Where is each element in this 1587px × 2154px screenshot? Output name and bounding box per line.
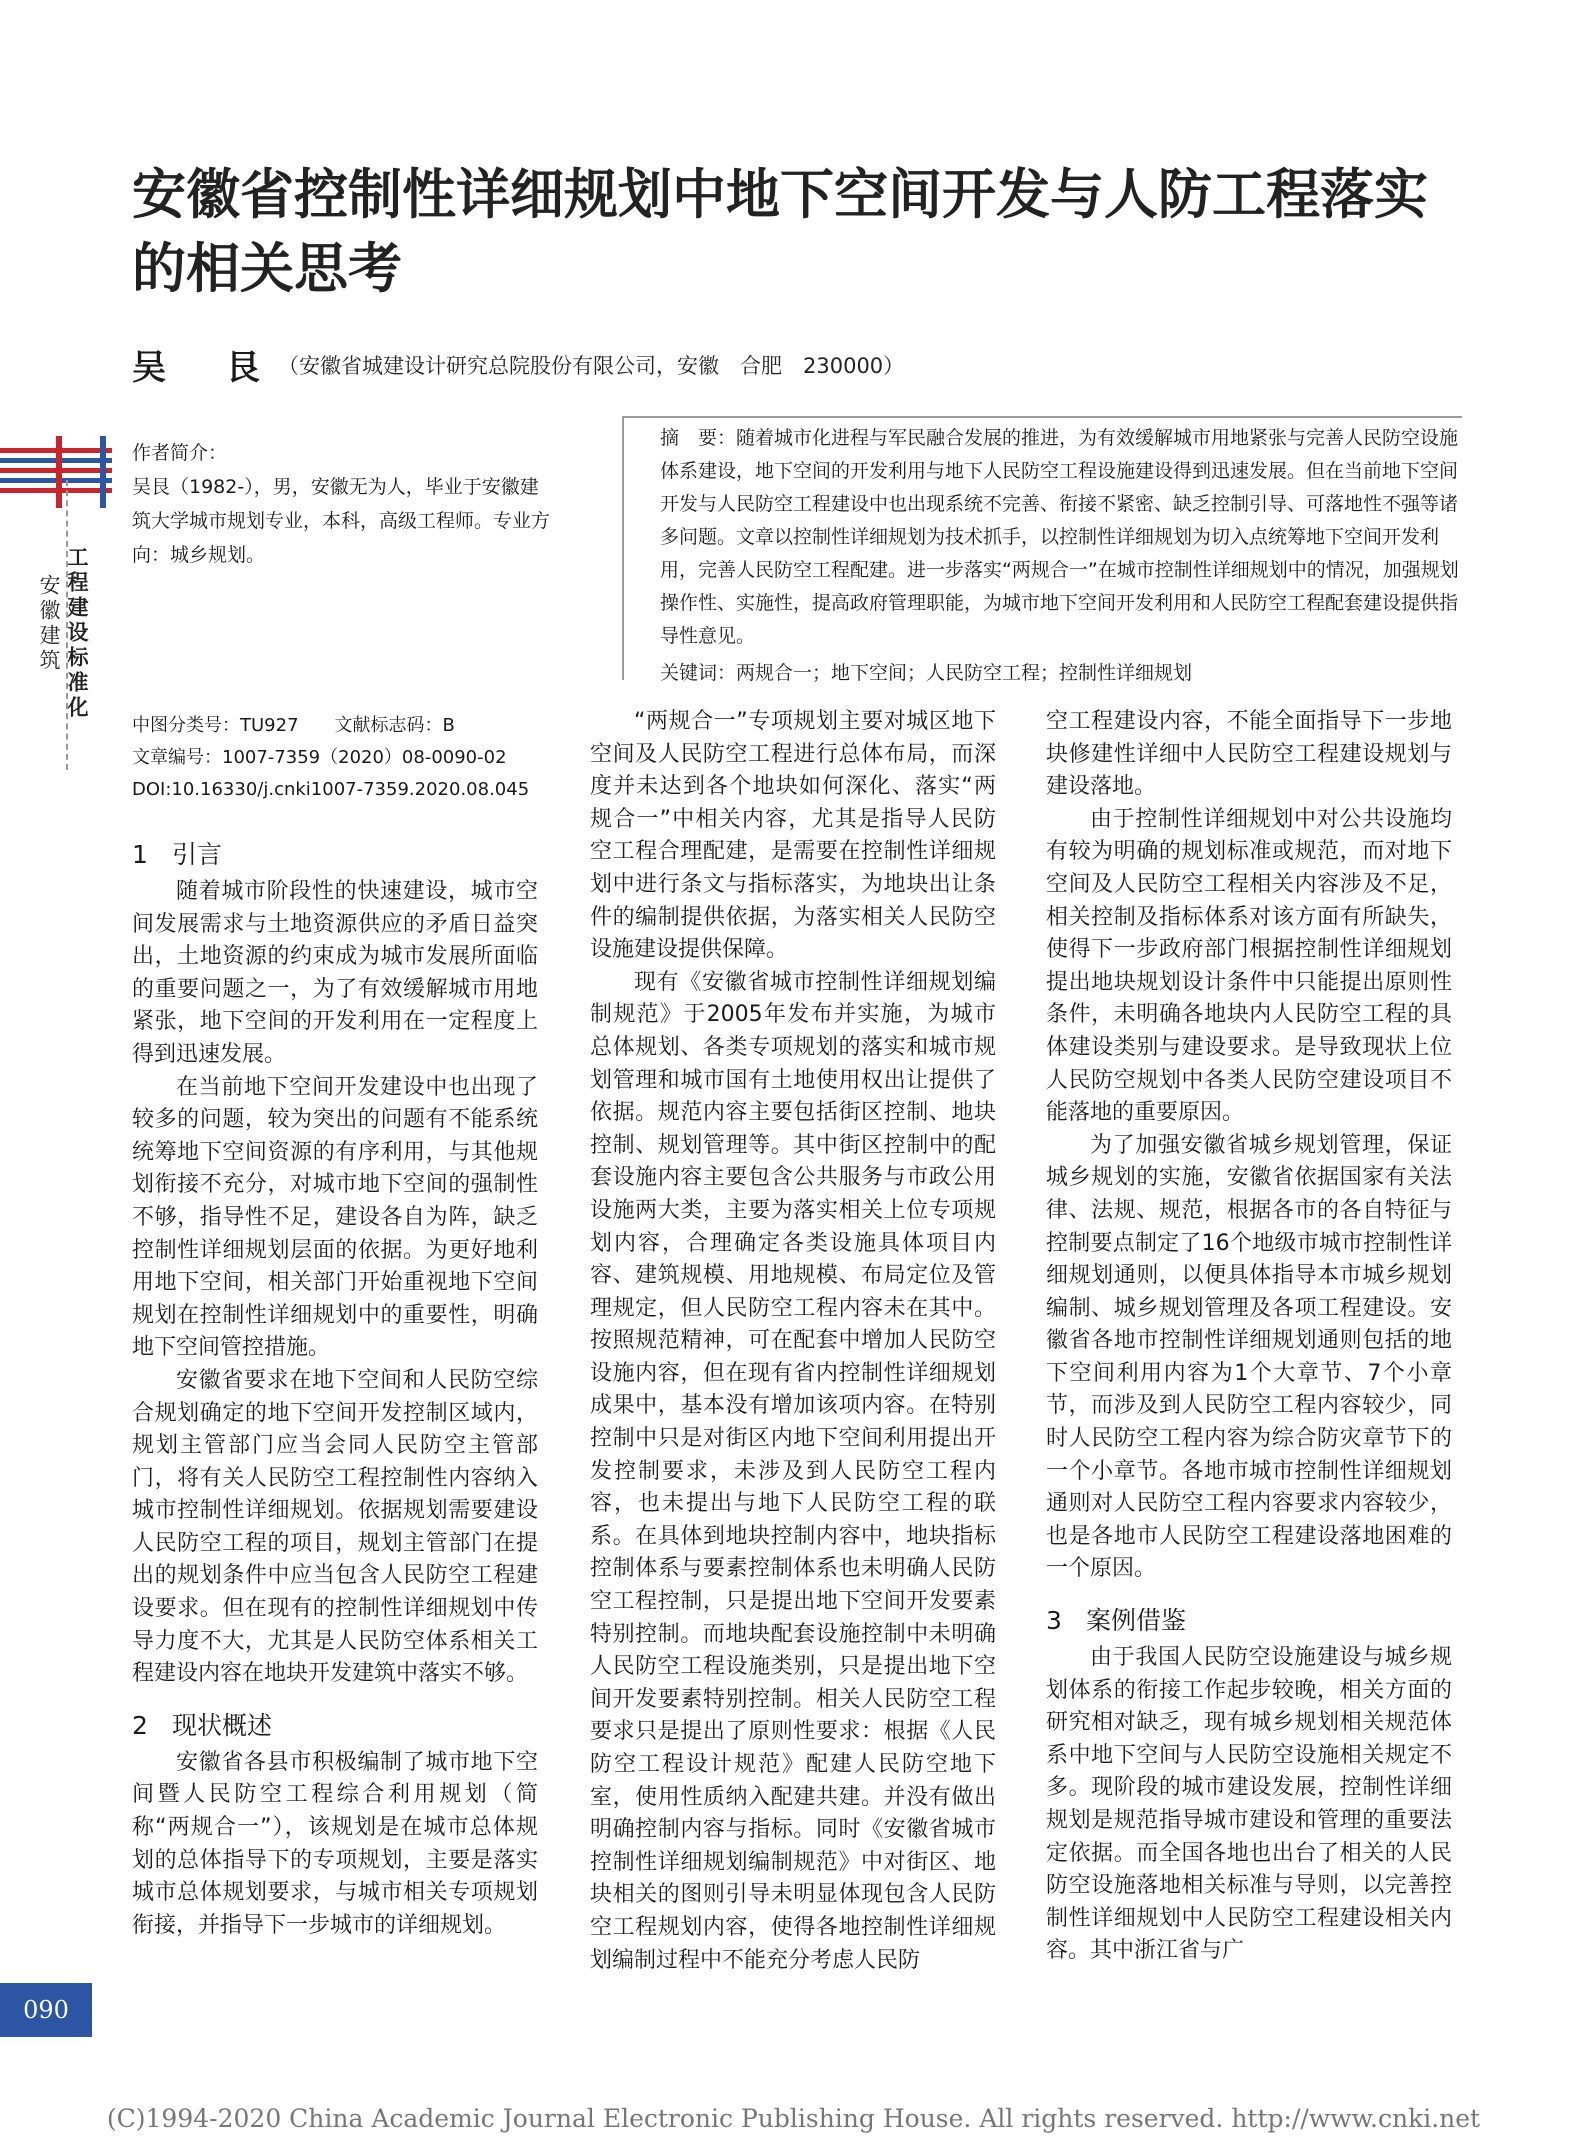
paragraph: 现有《安徽省城市控制性详细规划编制规范》于2005年发布并实施，为城市总体规划、各类专项规划的落实和城市规划管理和城市国有土地使用权出让提供了依据。规范内容主要包括街区控制、地块控制、规划管理等。其中街区控制中的配套设施内容主要包含公共服务与市政公用设施两大类，主要为落实相关上位专项规划内容，合理确定各类设施具体项目内容、建筑规模、用地规模、布局定位及管理规定，但人民防空工程内容未在其中。按照规范精神，可在配套中增加人民防空设施内容，但在现有省内控制性详细规划成果中，基本没有增加该项内容。在特别控制中只是对街区内地下空间利用提出开发控制要求，未涉及到人民防空工程内容，也未提出与地下人民防空工程的联系。在具体到地块控制内容中，地块指标控制体系与要素控制体系也未明确人民防空工程控制，只是提出地下空间开发要素特别控制。而地块配套设施控制中未明确人民防空工程设施类别，只是提出地下空间开发要素特别控制。相关人民防空工程要求只是提出了原则性要求：根据《人民防空工程设计规范》配建人民防空地下室，使用性质纳入配建共建。并没有做出明确控制内容与指标。同时《安徽省城市控制性详细规划编制规范》中对街区、地块相关的图则引导未明显体现包含人民防空工程规划内容，使得各地控制性详细规划编制过程中不能充分考虑人民防 — [590, 969, 996, 1973]
article-metadata — [132, 710, 572, 806]
article-title: 安徽省控制性详细规划中地下空间开发与人防工程落实的相关思考 — [132, 163, 1428, 300]
side-divider — [66, 480, 68, 770]
classification-number: 中图分类号：TU927 文献标志码：B — [132, 715, 455, 736]
keywords: 关键词：两规合一；地下空间；人民防空工程；控制性详细规划 — [660, 662, 1193, 684]
doi: DOI:10.16330/j.cnki1007-7359.2020.08.045 — [132, 779, 530, 800]
section-heading-3: 3 案例借鉴 — [1046, 1606, 1187, 1636]
paragraph: 安徽省各县市积极编制了城市地下空间暨人民防空工程综合利用规划（简称“两规合一”），该规划是在城市总体规划的总体指导下的专项规划，主要是落实城市总体规划要求，与城市相关专项规划衔接，并指导下一步城市的详细规划。 — [132, 1749, 538, 1938]
paragraph: “两规合一”专项规划主要对城区地下空间及人民防空工程进行总体布局，而深度并未达到各个地块如何深化、落实“两规合一”中相关内容，尤其是指导人民防空工程合理配建，是需要在控制性详细规划中进行条文与指标落实，为地块出让条件的编制提供依据，为落实相关人民防空设施建设提供保障。 — [590, 709, 996, 963]
paragraph: 随着城市阶段性的快速建设，城市空间发展需求与土地资源供应的矛盾日益突出，土地资源的约束成为城市发展所面临的重要问题之一，为了有效缓解城市用地紧张，地下空间的开发利用在一定程度上得到迅速发展。 — [132, 879, 538, 1067]
paragraph: 为了加强安徽省城乡规划管理，保证城乡规划的实施，安徽省依据国家有关法律、法规、规范，根据各市的各自特征与控制要点制定了16个地级市城市控制性详细规划通则，以便具体指导本市城乡规划编制、城乡规划管理及各项工程建设。安徽省各地市控制性详细规划通则包括的地下空间利用内容为1个大章节、7个小章节，而涉及到人民防空工程内容较少，同时人民防空工程内容为综合防灾章节下的一个小章节。各地市城市控制性详细规划通则对人民防空工程内容要求内容较少，也是各地市人民防空工程建设落地困难的一个原因。 — [1046, 1132, 1452, 1582]
paragraph: 由于我国人民防空设施建设与城乡规划体系的衔接工作起步较晚，相关方面的研究相对缺乏，现有城乡规划相关规范体系中地下空间与人民防空设施相关规定不多。现阶段的城市建设发展，控制性详细规划是规范指导城市建设和管理的重要法定依据。而全国各地也出台了相关的人民防空设施落地相关标准与导则，以完善控制性详细规划中人民防空工程建设相关内容。其中浙江省与广 — [1046, 1645, 1452, 1964]
copyright-footer: (C)1994-2020 China Academic Journal Electronic Publishing House. All rights reserved. http://www.cnki.net — [106, 2104, 1481, 2133]
abstract-box — [622, 416, 1462, 684]
paragraph: 由于控制性详细规划中对公共设施均有较为明确的规划标准或规范，而对地下空间及人民防空工程相关内容涉及不足，相关控制及指标体系对该方面有所缺失，使得下一步政府部门根据控制性详细规划提出地块规划设计条件中只能提出原则性条件，未明确各地块内人民防空工程的具体建设类别与建设要求。是导致现状上位人民防空规划中各类人民防空建设项目不能落地的重要原因。 — [1046, 806, 1452, 1126]
author-affiliation: （安徽省城建设计研究总院股份有限公司，安徽 合肥 230000） — [278, 354, 905, 378]
bio-heading: 作者简介： — [132, 442, 228, 464]
author-bio — [132, 436, 552, 572]
page-number: 090 — [0, 1983, 92, 2037]
paragraph: 空工程建设内容，不能全面指导下一步地块修建性详细中人民防空工程建设规划与建设落地。 — [1046, 709, 1452, 800]
paragraph: 安徽省要求在地下空间和人民防空综合规划确定的地下空间开发控制区域内，规划主管部门应当会同人民防空主管部门，将有关人民防空工程控制性内容纳入城市控制性详细规划。依据规划需要建设人民防空工程的项目，规划主管部门在提出的规划条件中应当包含人民防空工程建设要求。但在现有的控制性详细规划中传导力度不大，尤其是人民防空体系相关工程建设内容在地块开发建筑中落实不够。 — [132, 1367, 538, 1687]
body-column-2 — [590, 706, 996, 1977]
section-heading-2: 2 现状概述 — [132, 1710, 273, 1740]
abstract-text: 摘 要：随着城市化进程与军民融合发展的推进，为有效缓解城市用地紧张与完善人民防空设施体系建设，地下空间的开发利用与地下人民防空工程设施建设得到迅速发展。但在当前地下空间开发与人民防空工程建设中也出现系统不完善、衔接不紧密、缺乏控制引导、可落地性不强等诸多问题。文章以控制性详细规划为技术抓手，以控制性详细规划为切入点统筹地下空间开发利用，完善人民防空工程配建。进一步落实“两规合一”在城市控制性详细规划中的情况，加强规划操作性、实施性，提高政府管理职能，为城市地下空间开发利用和人民防空工程配套建设提供指导性意见。 — [660, 427, 1459, 647]
section-heading-1: 1 引言 — [132, 840, 223, 869]
bio-text: 吴艮（1982-），男，安徽无为人，毕业于安徽建筑大学城市规划专业，本科，高级工程师。专业方向：城乡规划。 — [132, 476, 551, 566]
journal-name-vertical: 安徽建筑 — [37, 574, 61, 674]
article-number: 文章编号：1007-7359（2020）08-0090-02 — [132, 747, 507, 768]
paragraph: 在当前地下空间开发建设中也出现了较多的问题，较为突出的问题有不能系统统筹地下空间资源的有序利用，与其他规划衔接不充分，对城市地下空间的强制性不够，指导性不足，建设各自为阵，缺乏控制性详细规划层面的依据。为更好地利用地下空间，相关部门开始重视地下空间规划在控制性详细规划中的重要性，明确地下空间管控措施。 — [132, 1074, 538, 1361]
journal-section-title: 工程建设标准化 — [65, 546, 89, 721]
body-column-3 — [1046, 706, 1452, 1968]
author-name: 吴 艮 — [132, 348, 284, 388]
body-column-1 — [132, 834, 538, 1942]
